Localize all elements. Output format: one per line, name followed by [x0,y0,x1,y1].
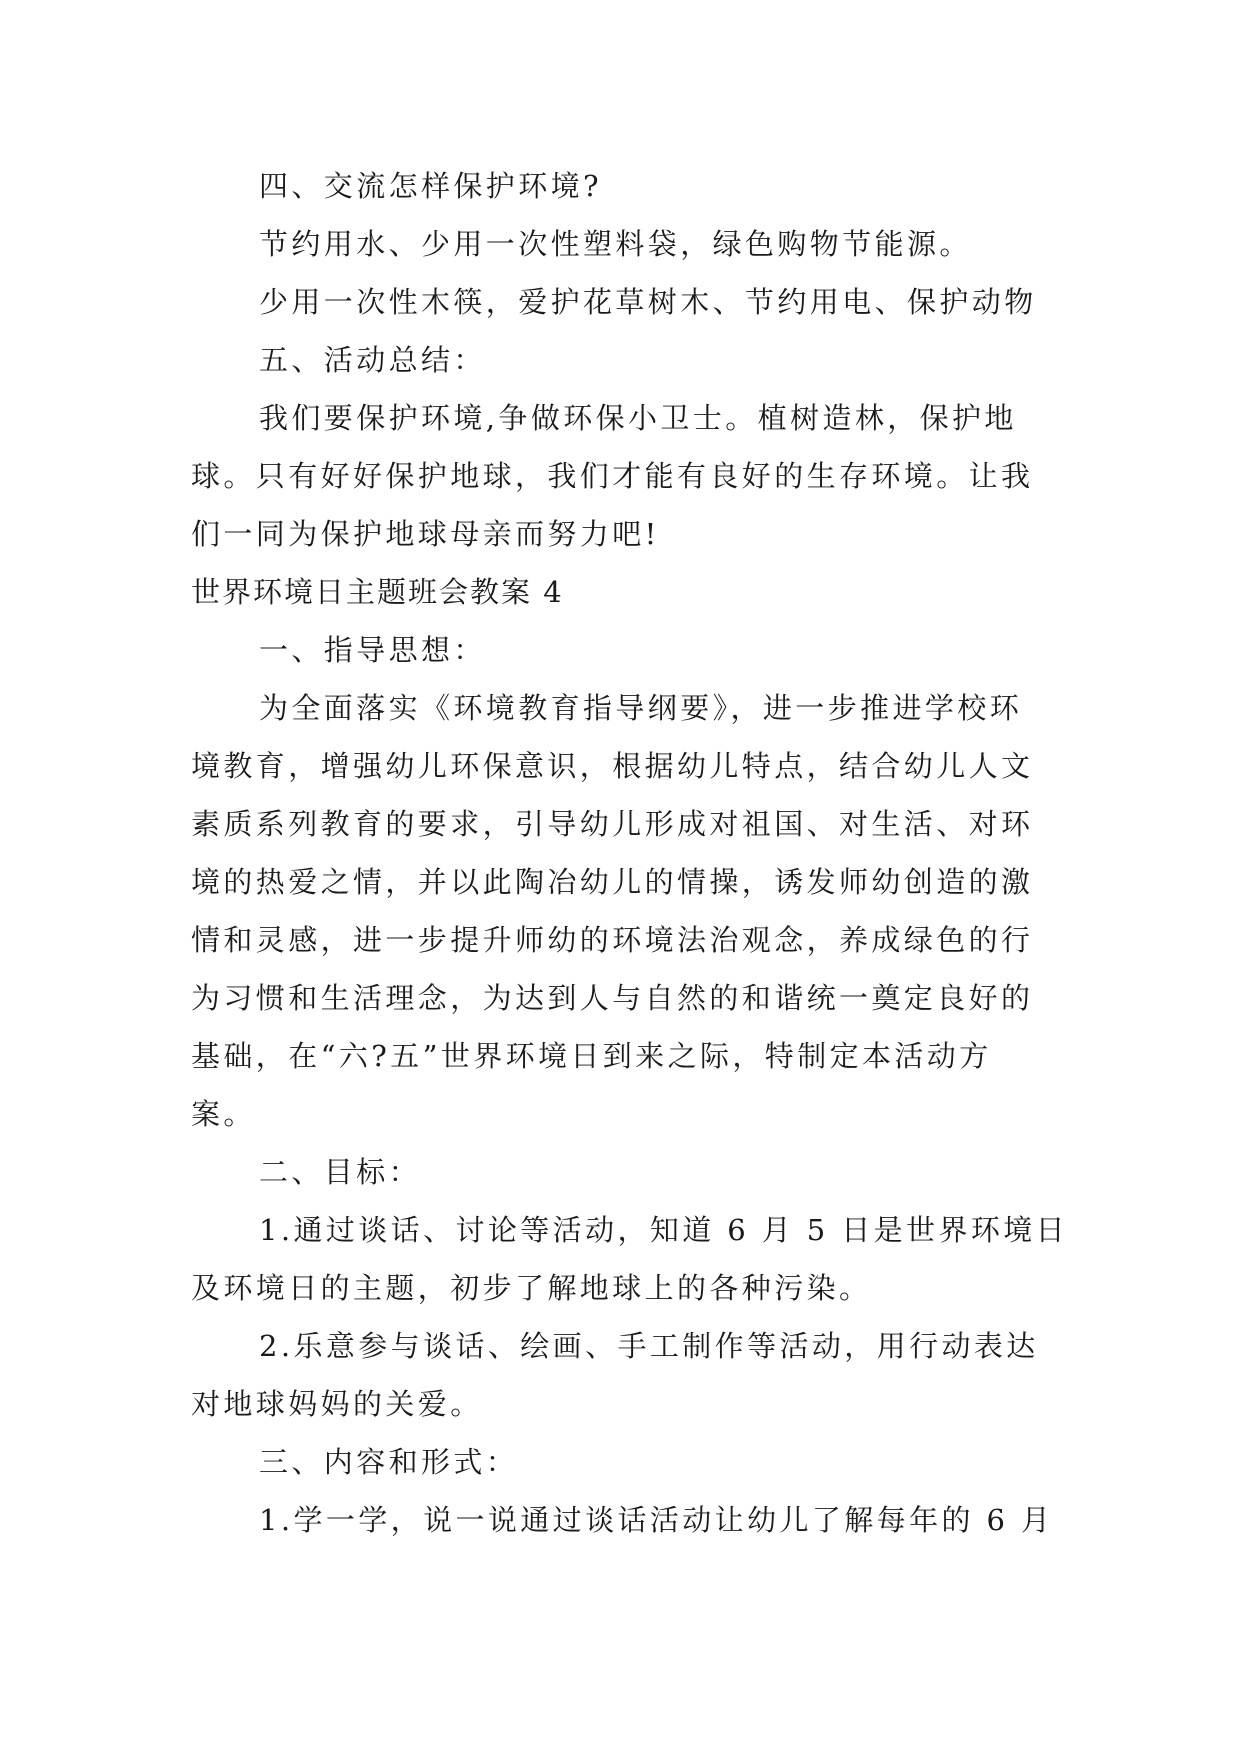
paragraph-line: 基础，在“六?五”世界环境日到来之际，特制定本活动方 [191,1039,992,1073]
paragraph-line: 境教育，增强幼儿环保意识，根据幼儿特点，结合幼儿人文 [191,749,1034,783]
paragraph-line: 们一同为保护地球母亲而努力吧! [191,517,660,551]
paragraph-line: 节约用水、少用一次性塑料袋，绿色购物节能源。 [259,227,972,261]
paragraph-line: 情和灵感，进一步提升师幼的环境法治观念，养成绿色的行 [191,923,1034,957]
list-item: 2.乐意参与谈话、绘画、手工制作等活动，用行动表达 [259,1329,1039,1363]
paragraph-line: 少用一次性木筷，爱护花草树木、节约用电、保护动物 [259,285,1037,319]
list-item: 1.学一学，说一说通过谈话活动让幼儿了解每年的 6 月 [259,1503,1054,1537]
paragraph-line: 境的热爱之情，并以此陶冶幼儿的情操，诱发师幼创造的激 [191,865,1034,899]
section-heading-1: 一、指导思想： [259,633,486,667]
list-item-continuation: 及环境日的主题，初步了解地球上的各种污染。 [191,1271,872,1305]
paragraph-line: 为全面落实《环境教育指导纲要》，进一步推进学校环 [259,691,1023,725]
paragraph-line: 我们要保护环境,争做环保小卫士。植树造林，保护地 [259,401,1017,435]
paragraph-line: 为习惯和生活理念，为达到人与自然的和谐统一奠定良好的 [191,981,1034,1015]
section-heading-4: 四、交流怎样保护环境? [259,169,602,203]
paragraph-line: 球。只有好好保护地球，我们才能有良好的生存环境。让我 [191,459,1034,493]
paragraph-line: 素质系列教育的要求，引导幼儿形成对祖国、对生活、对环 [191,807,1034,841]
document-title: 世界环境日主题班会教案 4 [191,575,564,609]
list-item: 1.通过谈话、讨论等活动，知道 6 月 5 日是世界环境日 [259,1213,1069,1247]
document-page [191,157,1069,1549]
section-heading-2: 二、目标： [259,1155,422,1189]
section-heading-3: 三、内容和形式： [259,1445,519,1479]
paragraph-line: 案。 [191,1097,256,1131]
list-item-continuation: 对地球妈妈的关爱。 [191,1387,483,1421]
section-heading-5: 五、活动总结： [259,343,486,377]
